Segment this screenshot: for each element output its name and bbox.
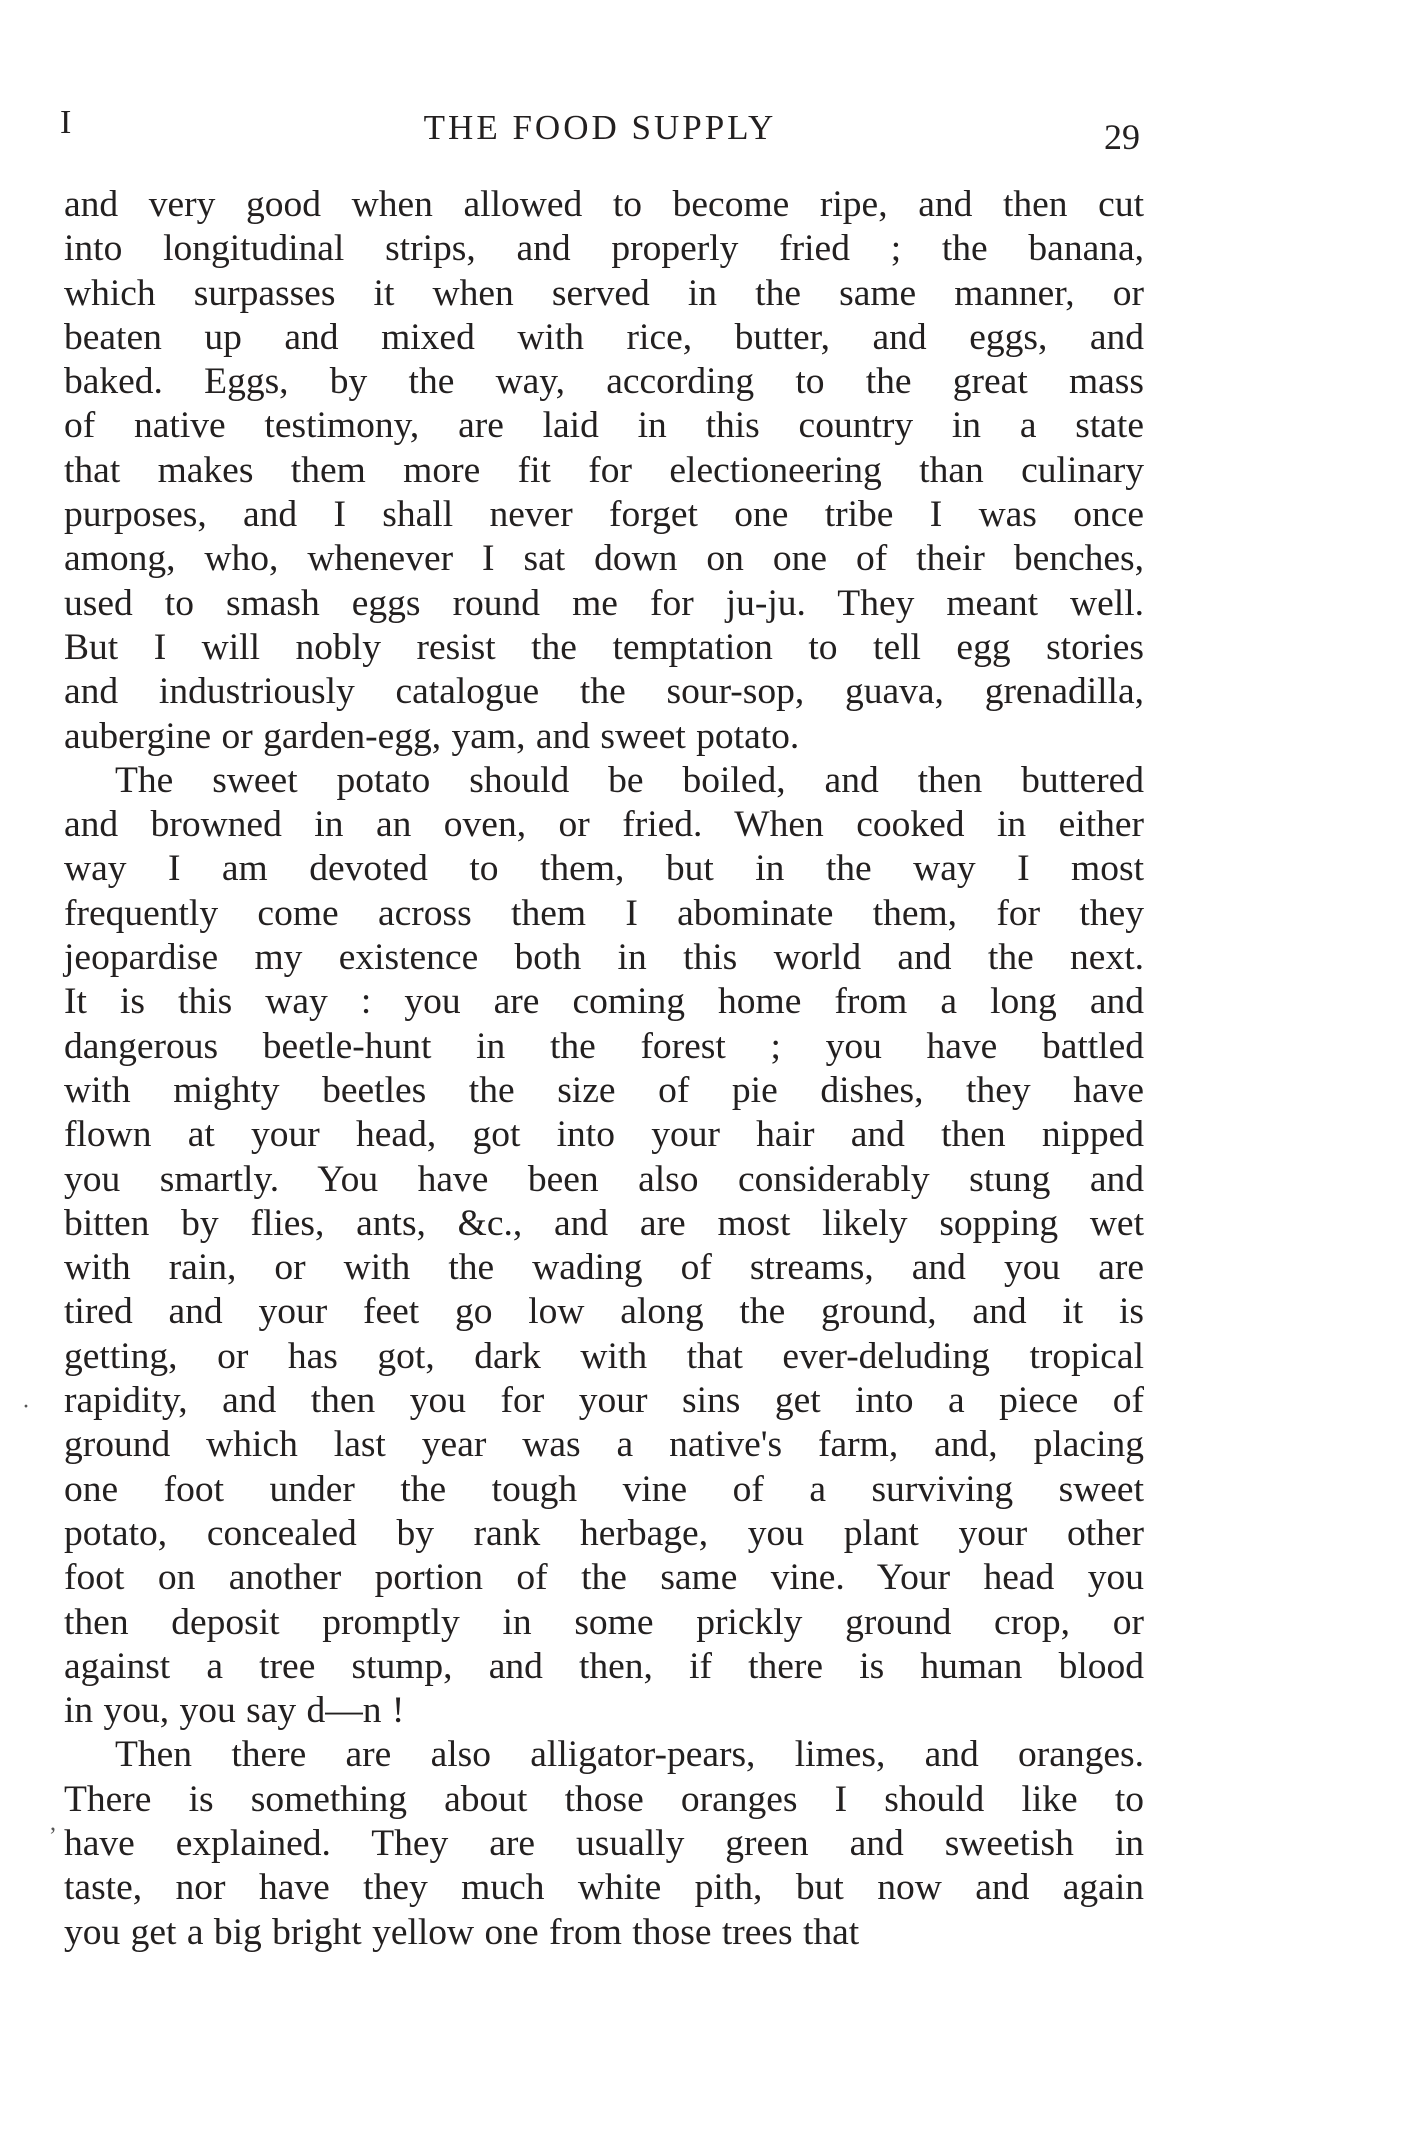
body-text bbox=[64, 183, 1144, 1955]
text-line: But I will nobly resist the temptation to tell egg stories bbox=[64, 626, 1144, 668]
text-line: bitten by flies, ants, &c., and are most likely sopping wet bbox=[64, 1202, 1144, 1244]
margin-dot: · bbox=[22, 1394, 30, 1420]
running-head bbox=[60, 104, 1140, 156]
margin-tick: , bbox=[50, 1810, 56, 1836]
text-line: in you, you say d—n ! bbox=[64, 1690, 405, 1732]
text-line: tired and your feet go low along the ground, and it is bbox=[64, 1291, 1144, 1333]
text-line: ground which last year was a native's farm, and, placing bbox=[64, 1424, 1144, 1466]
running-title: THE FOOD SUPPLY bbox=[423, 108, 777, 147]
text-line: with rain, or with the wading of streams, and you are bbox=[64, 1247, 1144, 1289]
text-line: have explained. They are usually green and sweetish in bbox=[64, 1822, 1144, 1864]
text-line: It is this way : you are coming home from a long and bbox=[64, 981, 1144, 1023]
text-line: purposes, and I shall never forget one tribe I was once bbox=[64, 494, 1144, 536]
text-line: jeopardise my existence both in this world and the next. bbox=[64, 937, 1144, 979]
text-line: against a tree stump, and then, if there is human blood bbox=[64, 1645, 1144, 1687]
text-line: used to smash eggs round me for ju-ju. They meant well. bbox=[64, 582, 1144, 624]
text-line: then deposit promptly in some prickly ground crop, or bbox=[64, 1601, 1144, 1643]
text-line: of native testimony, are laid in this country in a state bbox=[64, 405, 1144, 447]
text-line: and browned in an oven, or fried. When cooked in either bbox=[64, 804, 1144, 846]
text-line: The sweet potato should be boiled, and then buttered bbox=[115, 759, 1144, 801]
text-line: dangerous beetle-hunt in the forest ; you have battled bbox=[64, 1025, 1144, 1067]
text-line: frequently come across them I abominate them, for they bbox=[64, 892, 1144, 934]
text-line: way I am devoted to them, but in the way I most bbox=[64, 848, 1144, 890]
text-line: and very good when allowed to become ripe, and then cut bbox=[64, 184, 1144, 225]
paragraph bbox=[64, 759, 1144, 1734]
text-line: flown at your head, got into your hair and then nipped bbox=[64, 1114, 1144, 1156]
paragraph bbox=[64, 1733, 1144, 1954]
text-line: among, who, whenever I sat down on one of their benches, bbox=[64, 538, 1144, 580]
paragraph bbox=[64, 183, 1144, 759]
text-line: potato, concealed by rank herbage, you plant your other bbox=[64, 1512, 1144, 1554]
text-line: that makes them more fit for electioneering than culinary bbox=[64, 449, 1144, 491]
text-line: foot on another portion of the same vine. Your head you bbox=[64, 1557, 1144, 1599]
text-line: rapidity, and then you for your sins get into a piece of bbox=[64, 1380, 1144, 1422]
text-line: which surpasses it when served in the same manner, or bbox=[64, 272, 1144, 314]
text-line: Then there are also alligator-pears, limes, and oranges. bbox=[115, 1734, 1144, 1776]
text-line: getting, or has got, dark with that ever-deluding tropical bbox=[64, 1335, 1144, 1377]
page-number: 29 bbox=[1104, 117, 1140, 157]
text-line: There is something about those oranges I should like to bbox=[64, 1778, 1144, 1820]
chapter-numeral: I bbox=[60, 104, 73, 141]
text-line: aubergine or garden-egg, yam, and sweet potato. bbox=[64, 715, 800, 757]
text-line: one foot under the tough vine of a surviving sweet bbox=[64, 1468, 1144, 1510]
text-line: into longitudinal strips, and properly fried ; the banana, bbox=[64, 228, 1144, 270]
text-line: with mighty beetles the size of pie dishes, they have bbox=[64, 1069, 1144, 1111]
text-line: beaten up and mixed with rice, butter, and eggs, and bbox=[64, 316, 1144, 358]
text-line: you get a big bright yellow one from those trees that bbox=[64, 1911, 860, 1953]
text-line: taste, nor have they much white pith, but now and again bbox=[64, 1867, 1144, 1909]
text-line: and industriously catalogue the sour-sop, guava, grenadilla, bbox=[64, 671, 1144, 713]
text-line: you smartly. You have been also considerably stung and bbox=[64, 1158, 1144, 1200]
text-line: baked. Eggs, by the way, according to the great mass bbox=[64, 361, 1144, 403]
